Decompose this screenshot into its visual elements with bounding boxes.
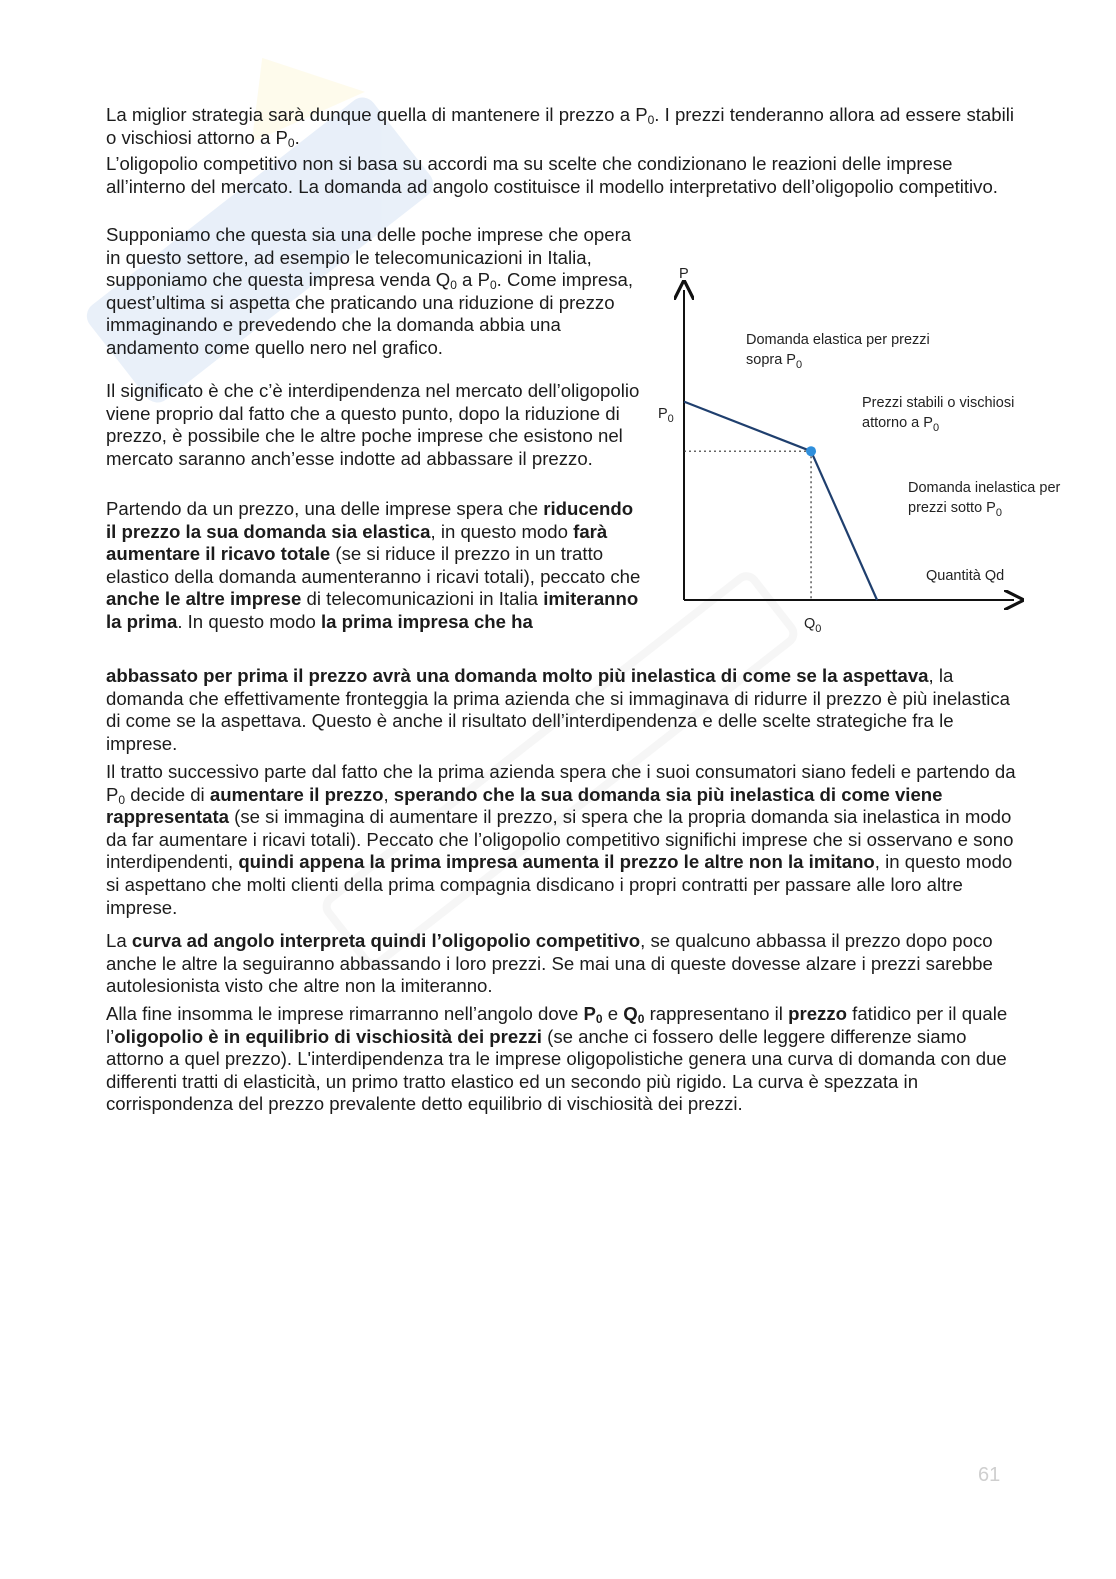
chart-plot-area [684, 402, 877, 600]
y-axis-label: P [679, 266, 689, 282]
demand-segment-inelastic [811, 451, 877, 600]
page-number: 61 [978, 1464, 1001, 1486]
paragraph-4: Il significato è che c’è interdipendenza nel mercato dell’oligopolio viene proprio dal fatto che a questo punto, dopo la riduzione di prezzo, è possibile che le altre poche imprese che esistono nel mercato saranno anch’esse indotte ad abbassare il prezzo. [106, 380, 640, 469]
p0-label: $P_0$ [658, 406, 674, 425]
paragraph-6: abbassato per prima il prezzo avrà una domanda molto più inelastica di come se la aspettava, la domanda che effettivamente fronteggia la prima azienda che si immaginava di ridurre il prezzo è più inelastica di come se la aspettava. Questo è anche il risultato dell’interdipendenza e delle scelte strategiche fra le imprese. [106, 665, 1011, 754]
paragraph-1: La miglior strategia sarà dunque quella di mantenere il prezzo a $P_0$. I prezzi tenderanno allora ad essere stabili o vischiosi attorno a $P_0$. [106, 104, 1014, 150]
x-axis-label: Quantità Qd [926, 568, 1005, 584]
annotation-inelastic-line-1: Domanda inelastica per [908, 480, 1061, 496]
paragraph-5: Partendo da un prezzo, una delle imprese spera che riducendo il prezzo la sua domanda sia elastica, in questo modo farà aumentare il ricavo totale (se si riduce il prezzo in un tratto elastico della domanda aumenteranno i ricavi totali), peccato che anche le altre imprese di telecomunicazioni in Italia imiteranno la prima. In questo modo la prima impresa che ha [106, 498, 641, 632]
annotation-elastic-line-1: Domanda elastica per prezzi [746, 332, 930, 348]
annotation-elastic-line-2: sopra $P_0$ [746, 352, 803, 371]
annotation-sticky-line-2: attorno a $P_0$ [862, 415, 940, 434]
kinked-demand-chart [652, 262, 1092, 642]
demand-segment-elastic [684, 402, 811, 452]
annotation-inelastic-line-2: prezzi sotto $P_0$ [908, 500, 1002, 519]
paragraph-7: Il tratto successivo parte dal fatto che la prima azienda spera che i suoi consumatori siano fedeli e partendo da $P_0$ decide di aumentare il prezzo, sperando che la sua domanda sia più inelastica di come viene rappresentata (se si immagina di aumentare il prezzo, si spera che la propria domanda sia inelastica in modo da far aumentare i ricavi totali). Peccato che l’oligopolio competitivo significhi imprese che si osservano e sono interdipendenti, quindi appena la prima impresa aumenta il prezzo le altre non la imitano, in questo modo si aspettano che molti clienti della prima compagnia disdicano i propri contratti per passare alle loro altre imprese. [106, 761, 1016, 918]
paragraph-2: L’oligopolio competitivo non si basa su accordi ma su scelte che condizionano le reazioni delle imprese all’interno del mercato. La domanda ad angolo costituisce il modello interpretativo dell’oligopolio competitivo. [106, 153, 998, 197]
q0-label: $Q_0$ [804, 616, 822, 635]
paragraph-8: La curva ad angolo interpreta quindi l’oligopolio competitivo, se qualcuno abbassa il prezzo dopo poco anche le altre la seguiranno abbassando i loro prezzi. Se mai una di queste dovesse alzare i prezzi sarebbe autolesionista visto che altre non la imiteranno. [106, 930, 993, 997]
kink-point [806, 446, 816, 456]
annotation-sticky-line-1: Prezzi stabili o vischiosi [862, 395, 1015, 411]
paragraph-9: Alla fine insomma le imprese rimarranno nell’angolo dove $P_0$ e $Q_0$ rappresentano il prezzo fatidico per il quale l’oligopolio è in equilibrio di vischiosità dei prezzi (se anche ci fossero delle leggere differenze siamo attorno a quel prezzo). L'interdipendenza tra le imprese oligopolistiche genera una curva di domanda con due differenti tratti di elasticità, un primo tratto elastico ed un secondo più rigido. La curva è spezzata in corrispondenza del prezzo prevalente detto equilibrio di vischiosità dei prezzi. [106, 1003, 1008, 1115]
paragraph-3: Supponiamo che questa sia una delle poche imprese che opera in questo settore, ad esempio le telecomunicazioni in Italia, supponiamo che questa impresa venda $Q_0$ a $P_0$. Come impresa, quest’ultima si aspetta che praticando una riduzione di prezzo immaginando e prevedendo che la domanda abbia una andamento come quello nero nel grafico. [106, 224, 634, 358]
